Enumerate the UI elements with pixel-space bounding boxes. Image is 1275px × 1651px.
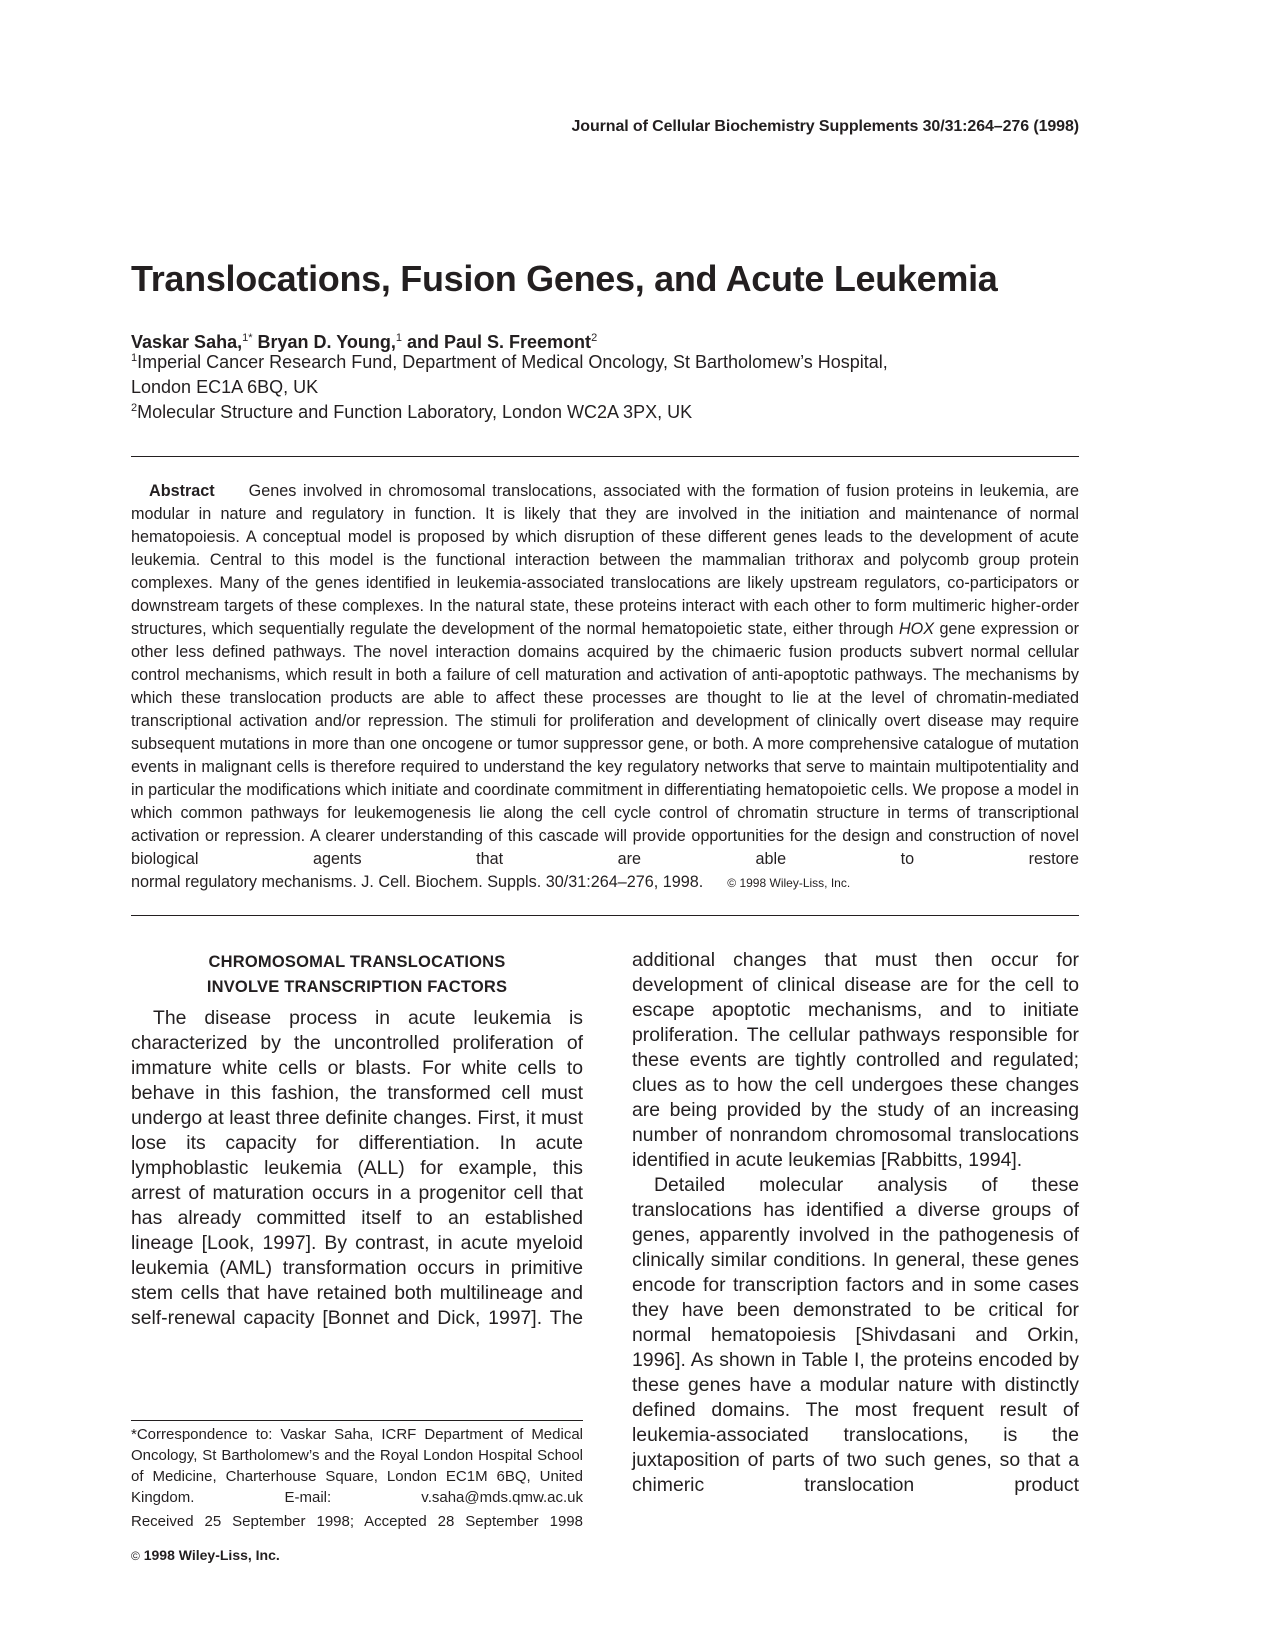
section-heading	[131, 950, 583, 1000]
author-freemont: and Paul S. Freemont	[407, 332, 592, 352]
abstract-copyright: © 1998 Wiley-Liss, Inc.	[727, 876, 851, 890]
abstract	[131, 480, 1079, 895]
affiliation-1-sup: 1	[131, 352, 138, 364]
left-column	[131, 1006, 583, 1331]
article-title: Translocations, Fusion Genes, and Acute Leukemia	[131, 258, 998, 299]
author-saha: Vaskar Saha,	[131, 332, 243, 352]
abstract-citation: normal regulatory mechanisms. J. Cell. Biochem. Suppls. 30/31:264–276, 1998.	[131, 873, 704, 891]
author-young: Bryan D. Young,	[257, 332, 396, 352]
section-heading-line1: CHROMOSOMAL TRANSLOCATIONS	[208, 953, 506, 971]
affiliation-1	[131, 346, 888, 400]
abstract-text-2: gene expression or other less defined pathways. The novel interaction domains acquired by the chimaeric fusion products subvert normal cellular control mechanisms, which result in both a failure of cell maturation and activation of anti-apoptotic pathways. The mechanisms by which these translocation products are able to affect these processes are thought to lie at the level of chromatin-mediated transcriptional activation and/or repression. The stimuli for proliferation and development of clinically overt disease may require subsequent mutations in more than one oncogene or tumor suppressor gene, or both. A more comprehensive catalogue of mutation events in malignant cells is therefore required to understand the key regulatory networks that serve to maintain multipotentiality and in particular the modifications which initiate and coordinate commitment in differentiating hematopoietic cells. We propose a model in which common pathways for leukemogenesis lie along the cell cycle control of chromatin structure in terms of transcriptional activation or repression. A clearer understanding of this cascade will provide opportunities for the design and construction of novel biological agents that are able to restore	[131, 620, 1080, 868]
affiliation-2	[131, 396, 692, 425]
abstract-top-rule	[131, 456, 1079, 457]
right-column	[632, 948, 1079, 1498]
abstract-label: Abstract	[149, 482, 215, 500]
footer-copyright-text: 1998 Wiley-Liss, Inc.	[143, 1547, 280, 1563]
section-heading-line2: INVOLVE TRANSCRIPTION FACTORS	[206, 978, 508, 996]
footnote-rule	[131, 1420, 583, 1421]
author-saha-affil: 1*	[242, 332, 253, 344]
abstract-bottom-rule	[131, 915, 1079, 916]
copyright-symbol: ©	[131, 1549, 140, 1563]
abstract-body	[131, 480, 1079, 871]
left-paragraph: The disease process in acute leukemia is characterized by the uncontrolled proliferation of immature white cells or blasts. For white cells to behave in this fashion, the transformed cell must undergo at least three definite changes. First, it must lose its capacity for differentiation. In acute lymphoblastic leukemia (ALL) for example, this arrest of maturation occurs in a progenitor cell that has already committed itself to an established lineage [Look, 1997]. By contrast, in acute myeloid leukemia (AML) transformation occurs in primitive stem cells that have retained both multilineage and self-renewal capacity [Bonnet and Dick, 1997]. The	[131, 1007, 583, 1329]
affiliation-1-line1: Imperial Cancer Research Fund, Department of Medical Oncology, St Bartholomew’s Hospital,	[137, 352, 888, 372]
author-young-affil: 1	[395, 332, 402, 344]
right-paragraph-1: additional changes that must then occur for development of clinical disease are for the cell to escape apoptotic mechanisms, and to initiate proliferation. The cellular pathways responsible for these events are tightly controlled and regulated; clues as to how the cell undergoes these changes are being provided by the study of an increasing number of nonrandom chromosomal translocations identified in acute leukemias [Rabbitts, 1994].	[632, 949, 1079, 1171]
abstract-hox: HOX	[898, 620, 935, 638]
correspondence-footnote	[131, 1424, 583, 1508]
right-paragraph-2: Detailed molecular analysis of these translocations has identified a diverse groups of genes, apparently involved in the pathogenesis of clinically similar conditions. In general, these genes encode for transcription factors and in some cases they have been demonstrated to be critical for normal hematopoiesis [Shivdasani and Orkin, 1996]. As shown in Table I, the proteins encoded by these genes have a modular nature with distinctly defined domains. The most frequent result of leukemia-associated translocations, is the juxtaposition of parts of two such genes, so that a chimeric translocation product	[632, 1174, 1079, 1496]
author-freemont-affil: 2	[591, 332, 598, 344]
affiliation-2-sup: 2	[131, 402, 138, 414]
affiliation-1-line2: London EC1A 6BQ, UK	[131, 377, 319, 397]
affiliation-2-line1: Molecular Structure and Function Laboratory, London WC2A 3PX, UK	[137, 402, 693, 422]
received-dates: Received 25 September 1998; Accepted 28 September 1998	[131, 1513, 583, 1530]
correspondence-text: *Correspondence to: Vaskar Saha, ICRF Department of Medical Oncology, St Bartholomew’s and the Royal London Hospital School of Medicine, Charterhouse Square, London EC1M 6BQ, United Kingdom. E-mail: v.saha@mds.qmw.ac.uk	[131, 1426, 583, 1506]
abstract-citation-line	[131, 871, 1079, 895]
journal-header: Journal of Cellular Biochemistry Supplements 30/31:264–276 (1998)	[571, 118, 1079, 135]
footer-copyright	[131, 1547, 280, 1563]
abstract-text-1: Genes involved in chromosomal translocations, associated with the formation of fusion proteins in leukemia, are modular in nature and regulatory in function. It is likely that they are involved in the initiation and maintenance of normal hematopoiesis. A conceptual model is proposed by which disruption of these different genes leads to the development of acute leukemia. Central to this model is the functional interaction between the mammalian trithorax and polycomb group protein complexes. Many of the genes identified in leukemia-associated translocations are likely upstream regulators, co-participators or downstream targets of these complexes. In the natural state, these proteins interact with each other to form multimeric higher-order structures, which sequentially regulate the development of the normal hematopoietic state, either through	[131, 482, 1079, 638]
